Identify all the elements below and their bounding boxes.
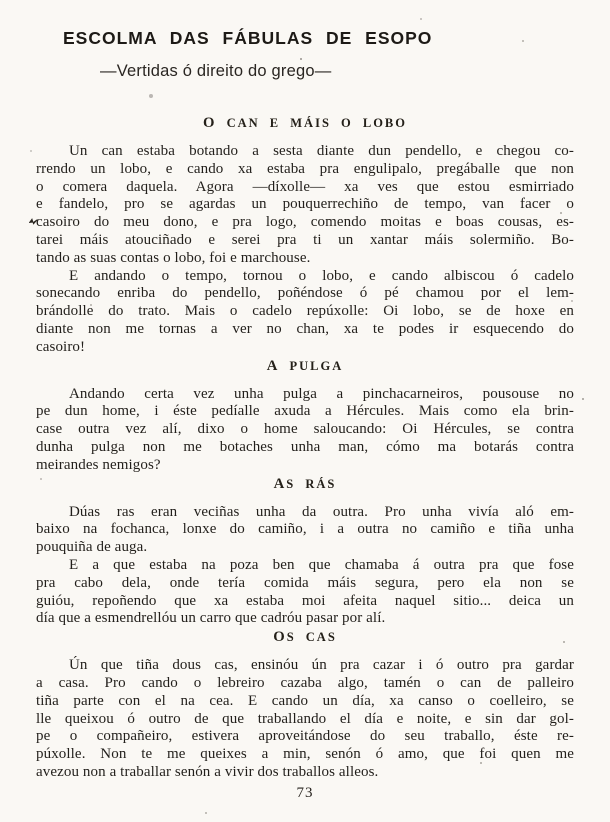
- text-line: día que a esmendrellóu un carro que cadróu pasar por alí.: [36, 610, 386, 627]
- paragraph: [36, 504, 574, 557]
- page-number: 73: [296, 785, 314, 801]
- text-line: tarei máis atouciñado e serei pra ti un xantar máis solermiño. Bo-: [36, 231, 574, 248]
- text-column: [36, 0, 574, 782]
- text-line: Ún que tiña dous cas, ensinóu ún pra cazar i ó outro pra gardar: [69, 657, 574, 674]
- text-line: lle queixou ó outro de que traballando el día e noite, e sin dar gol-: [36, 710, 574, 727]
- text-line: o comera daquela. Agora —díxolle— xa ves que estou esmirriado: [36, 178, 574, 195]
- text-line: pouquiña de auga.: [36, 539, 148, 556]
- text-line: Un can estaba botando a sesta diante dun pendello, e chegou co-: [69, 143, 574, 159]
- text-line: rrendo un lobo, e cando xa estaba pra engulipalo, pregáballe que non: [36, 160, 574, 177]
- fable-heading: O CAN E MÁIS O LOBO: [202, 115, 407, 131]
- paragraph: [36, 143, 574, 268]
- paragraph: [36, 386, 574, 475]
- paper-specks: [0, 0, 2, 2]
- text-line: meirandes nemigos?: [36, 456, 161, 473]
- text-line: baixo na fochanca, lonxe do camiño, i a outra no camiño e tiña unha: [36, 521, 574, 538]
- text-line: sonecando enriba do pendello, poñéndose ó pé chamou por el lem-: [36, 285, 574, 302]
- paragraph: [36, 268, 574, 357]
- text-line: pra cabo dela, onde tería comida máis segura, pero ela non se: [36, 574, 574, 591]
- text-line: púxolle. Non te me queixes a min, senón ó amo, que foi quen me: [36, 746, 574, 763]
- text-line: case outra vez alí, dixo o home saloucando: Oi Hércules, se contra: [36, 421, 574, 438]
- text-line: E a que estaba na poza ben que chamaba á outra pra que fose: [69, 556, 574, 573]
- text-line: tiña parte con el na cea. E cando un día, xa canso o coelleiro, se: [36, 692, 574, 709]
- fable-heading: OS CAS: [273, 629, 337, 646]
- paragraph: [36, 657, 574, 782]
- text-line: Andando certa vez unha pulga a pinchacarneiros, pousouse no: [69, 385, 574, 402]
- margin-mark: [29, 218, 38, 226]
- fables: [36, 115, 574, 782]
- paragraph: [36, 557, 574, 628]
- check-mark-icon: [29, 218, 38, 226]
- text-line: pe dun home, i éste pedíalle axuda a Hércules. Mais como ela brin-: [36, 403, 574, 420]
- text-line: pe o compañeiro, estivera aproveitándose do seu traballo, éste re-: [36, 728, 574, 745]
- text-line: E andando o tempo, tornou o lobo, e cando albiscou ó cadelo: [69, 267, 574, 284]
- book-subtitle: —Vertidas ó direito do grego—: [100, 62, 332, 80]
- text-line: Dúas ras eran veciñas unha da outra. Pro unha vivía aló em-: [69, 503, 574, 520]
- text-line: avezou non a traballar senón a vivir dos traballos alleos.: [36, 763, 379, 780]
- text-line: diante non me tornas a ver no chan, xa te podes ir esquecendo do: [36, 320, 574, 337]
- text-line: dunha pulga non me botaches unha man, cómo ma botarás contra: [36, 438, 574, 455]
- text-line: a casa. Pro cando o lebreiro cazaba algo, tamén o can de palleiro: [36, 674, 574, 691]
- text-line: casoiro!: [36, 338, 86, 355]
- fable-heading: AS RÁS: [273, 475, 337, 492]
- fable-heading: A PULGA: [266, 357, 344, 374]
- text-line: casoiro do meu dono, e pra logo, comendo moitas e boas cousas, es-: [36, 214, 574, 231]
- book-title: ESCOLMA DAS FÁBULAS DE ESOPO: [63, 28, 433, 48]
- text-line: e fandelo, pro se agardas un pouquerrechiño de tempo, van facer o: [36, 196, 574, 213]
- text-line: tando as suas contas o lobo, foi e marchouse.: [36, 249, 311, 266]
- text-line: brándolle do trato. Mais o cadelo repúxolle: Oi lobo, se de hoxe en: [36, 303, 574, 320]
- text-line: guióu, repoñendo que xa estaba moi afeita naquel sitio... deica un: [36, 592, 574, 609]
